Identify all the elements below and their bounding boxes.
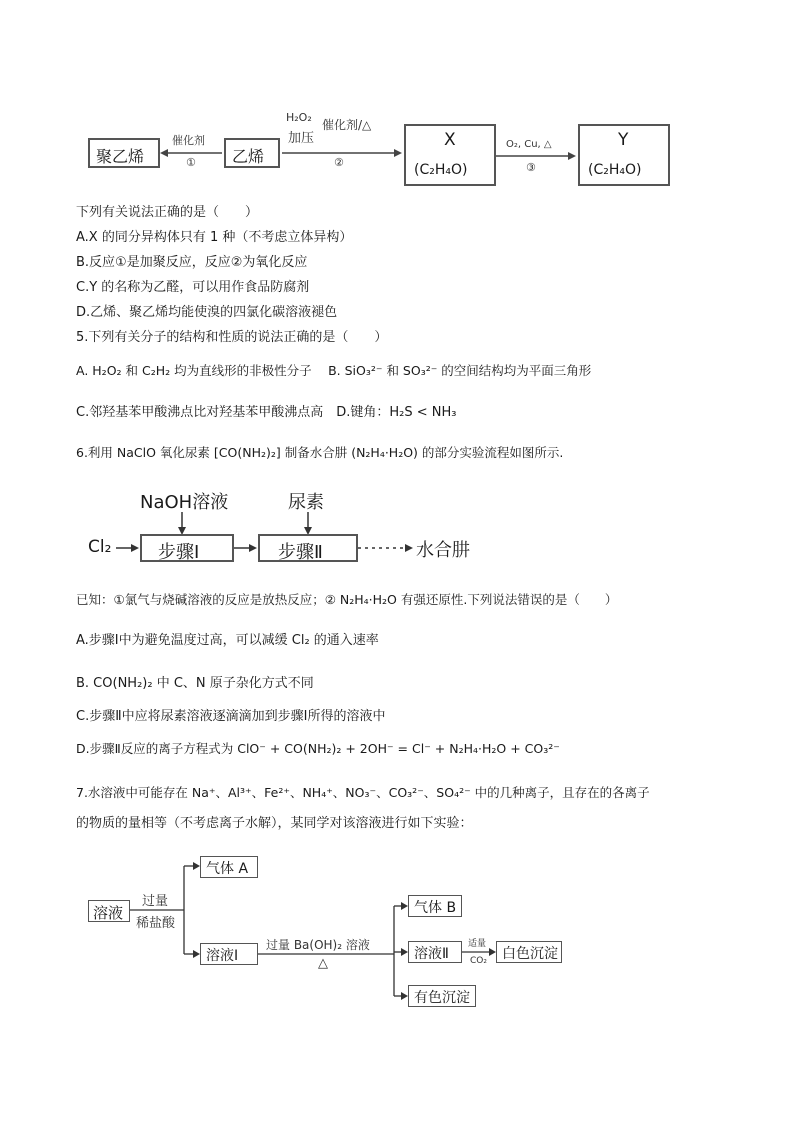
arrow3-number: ③ <box>526 161 536 174</box>
box-polyethylene-label: 聚乙烯 <box>96 147 145 166</box>
exp-box-solution-2-label: 溶液Ⅱ <box>414 946 449 962</box>
q4-option-b: B.反应①是加聚反应，反应②为氧化反应 <box>76 255 308 270</box>
arrow2-reagent: H₂O₂ <box>286 111 312 124</box>
exp-box-colored-precipitate-label: 有色沉淀 <box>414 990 470 1006</box>
q5-options-ab: A. H₂O₂ 和 C₂H₂ 均为直线形的非极性分子 B. SiO₃²⁻ 和 SO₃²⁻ 的空间结构均为平面三角形 <box>76 363 592 378</box>
q4-stem: 下列有关说法正确的是（ ） <box>76 205 259 220</box>
exp-arrow3-top: 适量 <box>468 939 487 949</box>
exp-box-solution <box>88 900 130 922</box>
q6-option-d: D.步骤Ⅱ反应的离子方程式为 ClO⁻ + CO(NH₂)₂ + 2OH⁻ = Cl⁻ + N₂H₄·H₂O + CO₃²⁻ <box>76 741 560 756</box>
q4-option-d: D.乙烯、聚乙烯均能使溴的四氯化碳溶液褪色 <box>76 305 338 320</box>
q4-option-a: A.X 的同分异构体只有 1 种（不考虑立体异构） <box>76 230 353 245</box>
exp-box-gas-a-label: 气体 A <box>206 861 249 877</box>
q6-option-c: C.步骤Ⅱ中应将尿素溶液逐滴滴加到步骤Ⅰ所得的溶液中 <box>76 709 386 724</box>
box-x-formula: (C₂H₄O) <box>414 162 468 178</box>
arrow3-condition: O₂, Cu, △ <box>506 139 552 150</box>
exp-arrow1-bottom: 稀盐酸 <box>136 916 176 931</box>
flow-urea-label: 尿素 <box>288 492 324 513</box>
exp-box-solution-1 <box>200 943 258 965</box>
flow-step2-label: 步骤Ⅱ <box>278 542 323 563</box>
exp-box-solution-2 <box>408 941 462 963</box>
exp-arrow2-top: 过量 Ba(OH)₂ 溶液 <box>266 938 370 952</box>
q5-stem: 5.下列有关分子的结构和性质的说法正确的是（ ） <box>76 330 388 345</box>
flow-step1-label: 步骤Ⅰ <box>158 542 200 563</box>
exp-box-solution-label: 溶液 <box>93 904 124 922</box>
box-y-formula: (C₂H₄O) <box>588 162 642 178</box>
q6-option-b: B. CO(NH₂)₂ 中 C、N 原子杂化方式不同 <box>76 676 314 691</box>
q6-option-a: A.步骤Ⅰ中为避免温度过高，可以减缓 Cl₂ 的通入速率 <box>76 633 379 648</box>
box-ethylene-label: 乙烯 <box>232 147 265 166</box>
q4-option-c: C.Y 的名称为乙醛，可以用作食品防腐剂 <box>76 280 310 295</box>
box-y-title: Y <box>618 130 629 150</box>
exp-box-colored-precipitate <box>408 985 476 1007</box>
exp-box-white-precipitate-label: 白色沉淀 <box>502 946 558 962</box>
box-x-title: X <box>444 130 456 150</box>
exp-arrow3-bottom: CO₂ <box>470 956 487 966</box>
exp-box-gas-b-label: 气体 B <box>414 900 457 916</box>
q7-stem-line1: 7.水溶液中可能存在 Na⁺、Al³⁺、Fe²⁺、NH₄⁺、NO₃⁻、CO₃²⁻、SO₄²⁻ 中的几种离子，且存在的各离子 <box>76 785 650 800</box>
q5-options-cd: C.邻羟基苯甲酸沸点比对羟基苯甲酸沸点高 D.键角：H₂S < NH₃ <box>76 405 457 420</box>
exp-box-solution-1-label: 溶液Ⅰ <box>206 948 239 964</box>
flow-naoh-label: NaOH溶液 <box>140 492 229 513</box>
q6-known: 已知：①氯气与烧碱溶液的反应是放热反应；② N₂H₄·H₂O 有强还原性.下列说法错误的是（ ） <box>76 592 618 607</box>
q7-stem-line2: 的物质的量相等（不考虑离子水解），某同学对该溶液进行如下实验： <box>76 816 473 831</box>
arrow1-condition: 催化剂 <box>172 134 205 147</box>
flow-product-label: 水合肼 <box>416 540 470 561</box>
q6-stem: 6.利用 NaClO 氧化尿素 [CO(NH₂)₂] 制备水合肼 (N₂H₄·H₂O) 的部分实验流程如图所示. <box>76 445 564 460</box>
arrow2-number: ② <box>334 156 344 169</box>
exp-arrow2-bottom: △ <box>318 956 328 971</box>
exp-box-white-precipitate <box>496 941 562 963</box>
arrow1-number: ① <box>186 156 196 169</box>
exp-box-gas-a <box>200 856 258 878</box>
exp-box-gas-b <box>408 895 462 917</box>
flow-cl2-label: Cl₂ <box>88 537 112 557</box>
arrow2-condition: 催化剂/△ <box>322 118 372 132</box>
arrow2-pressure: 加压 <box>288 131 315 146</box>
exp-arrow1-top: 过量 <box>142 894 169 909</box>
